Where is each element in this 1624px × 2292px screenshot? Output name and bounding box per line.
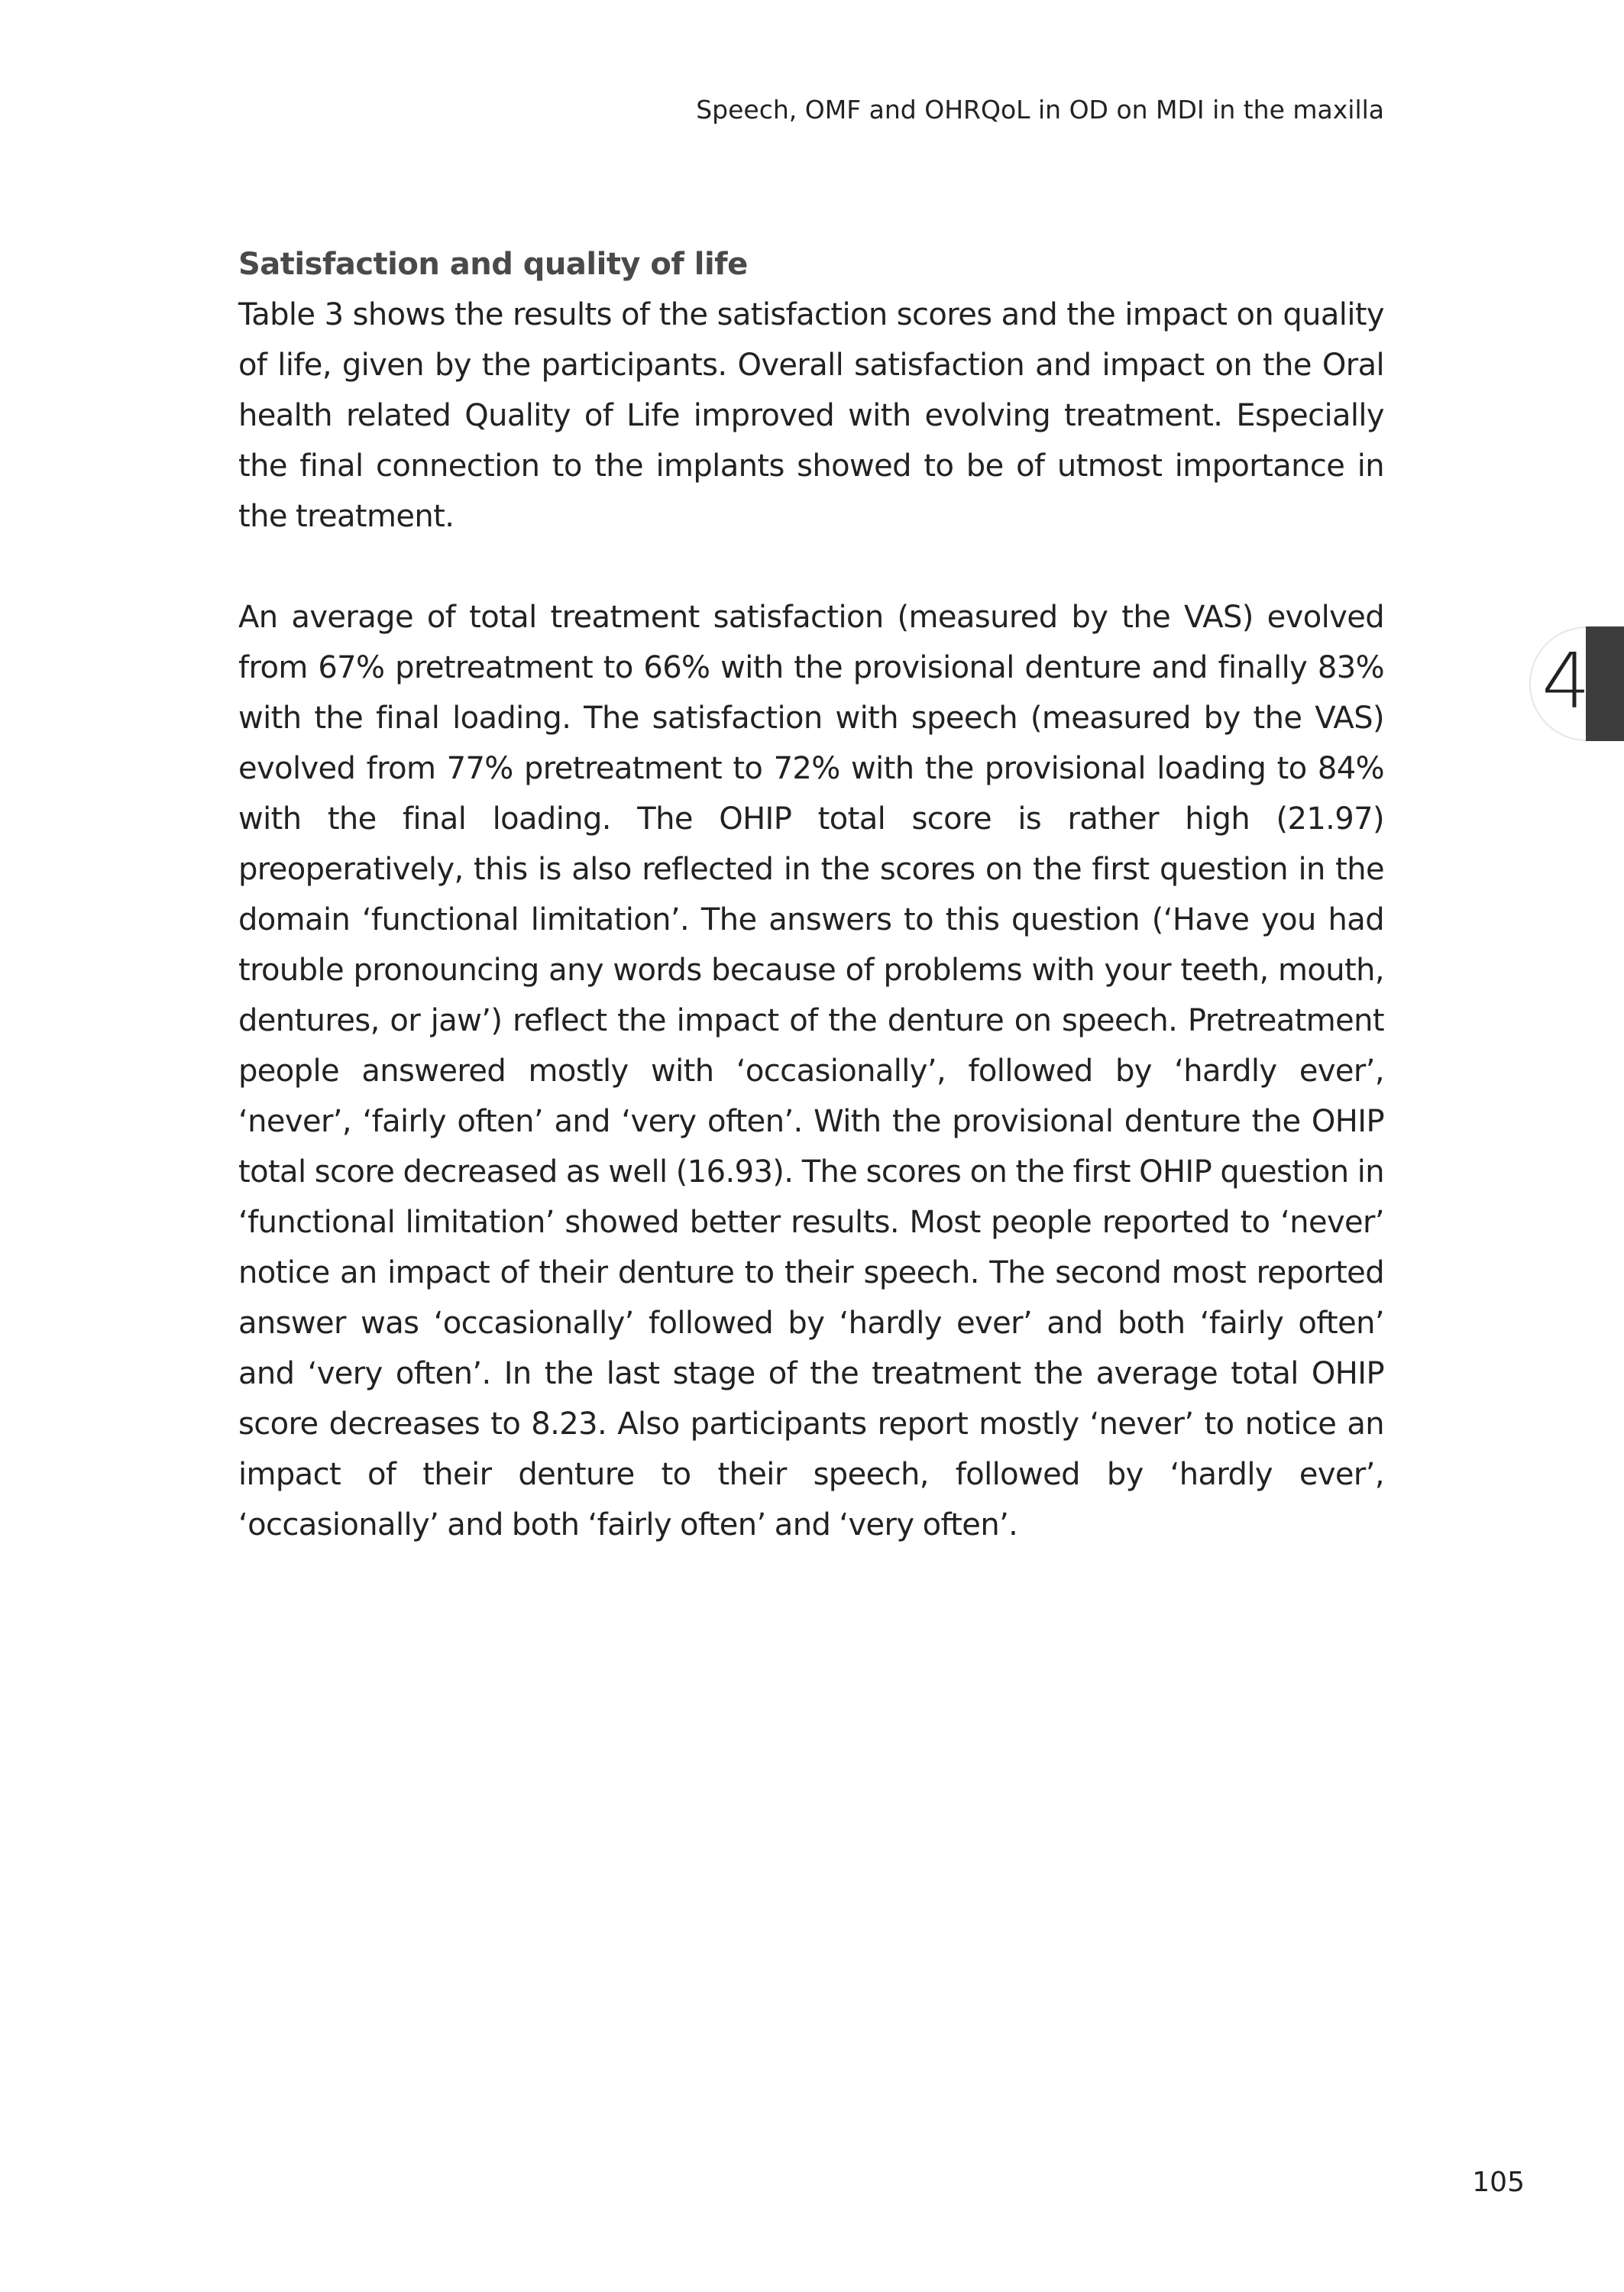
chapter-number: 4 <box>1542 636 1590 726</box>
main-content <box>238 239 1384 1550</box>
section-heading: Satisfaction and quality of life <box>238 247 748 282</box>
page-number: 105 <box>1472 2167 1525 2198</box>
paragraph-1: Table 3 shows the results of the satisfaction scores and the impact on quality of life, given by the participants. Overall satisfaction and impact on the Oral health related Quality of Life improved with evolving treatment. Especially the final connection to the implants showed to be of utmost importance in the treatment. <box>238 297 1384 534</box>
running-header: Speech, OMF and OHRQoL in OD on MDI in the maxilla <box>696 95 1384 125</box>
paragraph-2: An average of total treatment satisfaction (measured by the VAS) evolved from 67% pretreatment to 66% with the provisional denture and finally 83% with the final loading. The satisfaction with speech (measured by the VAS) evolved from 77% pretreatment to 72% with the provisional loading to 84% with the final loading. The OHIP total score is rather high (21.97) preoperatively, this is also reflected in the scores on the first question in the domain ‘functional limitation’. The answers to this question (‘Have you had trouble pronouncing any words because of problems with your teeth, mouth, dentures, or jaw’) reflect the impact of the denture on speech. Pretreatment people answered mostly with ‘occasionally’, followed by ‘hardly ever’, ‘never’, ‘fairly often’ and ‘very often’. With the provisional denture the OHIP total score decreased as well (16.93). The scores on the first OHIP question in ‘functional limitation’ showed better results. Most people reported to ‘never’ notice an impact of their denture to their speech. The second most reported answer was ‘occasionally’ followed by ‘hardly ever’ and both ‘fairly often’ and ‘very often’. In the last stage of the treatment the average total OHIP score decreases to 8.23. Also participants report mostly ‘never’ to notice an impact of their denture to their speech, followed by ‘hardly ever’, ‘occasionally’ and both ‘fairly often’ and ‘very often’. <box>238 600 1384 1543</box>
